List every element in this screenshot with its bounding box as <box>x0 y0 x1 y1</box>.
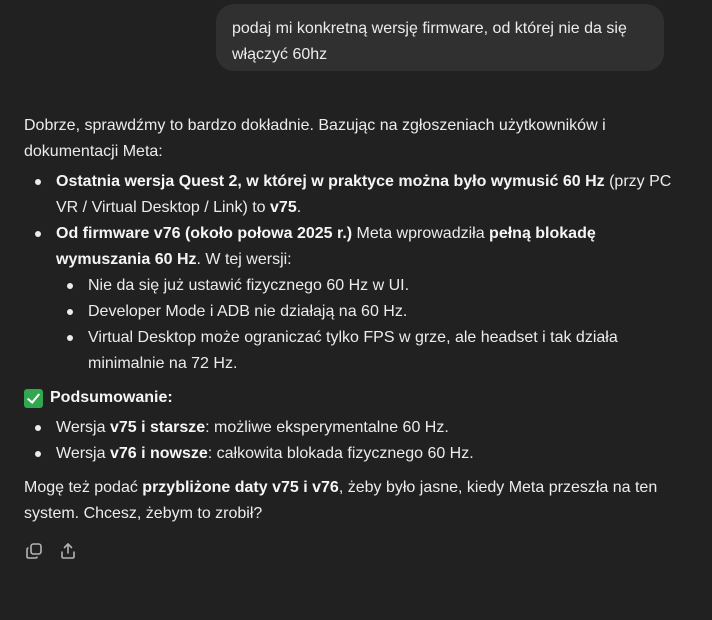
sub-list-item: Developer Mode i ADB nie działają na 60 Hz. <box>56 299 674 325</box>
bullet1-end: . <box>296 199 302 216</box>
bullet2-bold2: pełną blokadę wymuszania 60 Hz <box>56 225 596 268</box>
check-mark-icon <box>24 389 43 408</box>
bullet1-version: v75 <box>270 199 297 216</box>
assistant-message <box>24 113 674 527</box>
summary-pre: Wersja <box>56 419 110 436</box>
summary-title: Podsumowanie: <box>50 389 173 406</box>
list-item <box>24 221 674 377</box>
bullet2-end: . W tej wersji: <box>196 251 292 268</box>
closing-pre: Mogę też podać <box>24 479 143 496</box>
sub-list-item: Nie da się już ustawić fizycznego 60 Hz w UI. <box>56 273 674 299</box>
sub-list <box>56 273 674 377</box>
share-button[interactable] <box>58 541 78 561</box>
findings-list <box>24 169 674 377</box>
sub-list-item: Virtual Desktop może ograniczać tylko FPS w grze, ale headset i tak działa minimalnie na 72 Hz. <box>56 325 674 377</box>
share-icon <box>59 542 77 560</box>
copy-icon <box>25 542 43 560</box>
summary-pre: Wersja <box>56 445 110 462</box>
closing-bold: przybliżone daty v75 i v76 <box>142 479 339 496</box>
assistant-closing <box>24 475 674 527</box>
list-item <box>24 169 674 221</box>
summary-heading <box>24 385 674 411</box>
summary-bold: v76 i nowsze <box>109 445 208 462</box>
user-message-text: podaj mi konkretną wersję firmware, od której nie da się włączyć 60hz <box>232 20 627 63</box>
assistant-intro: Dobrze, sprawdźmy to bardzo dokładnie. Bazując na zgłoszeniach użytkowników i dokumentacji Meta: <box>24 117 606 160</box>
list-item <box>24 415 674 441</box>
bullet2-text: Meta wprowadziła <box>352 225 490 242</box>
message-actions <box>24 541 78 561</box>
bullet1-text: (przy PC VR / Virtual Desktop / Link) to <box>56 173 672 216</box>
summary-bold: v75 i starsze <box>109 419 206 436</box>
bullet2-bold: Od firmware v76 (około połowa 2025 r.) <box>56 225 353 242</box>
bullet1-bold: Ostatnia wersja Quest 2, w której w praktyce można było wymusić 60 Hz <box>56 173 605 190</box>
user-message-bubble <box>216 4 664 71</box>
copy-button[interactable] <box>24 541 44 561</box>
summary-post: : możliwe eksperymentalne 60 Hz. <box>205 419 449 436</box>
closing-post: , żeby było jasne, kiedy Meta przeszła na ten system. Chcesz, żebym to zrobił? <box>24 479 658 522</box>
summary-list <box>24 415 674 467</box>
summary-post: : całkowita blokada fizycznego 60 Hz. <box>207 445 474 462</box>
list-item <box>24 441 674 467</box>
